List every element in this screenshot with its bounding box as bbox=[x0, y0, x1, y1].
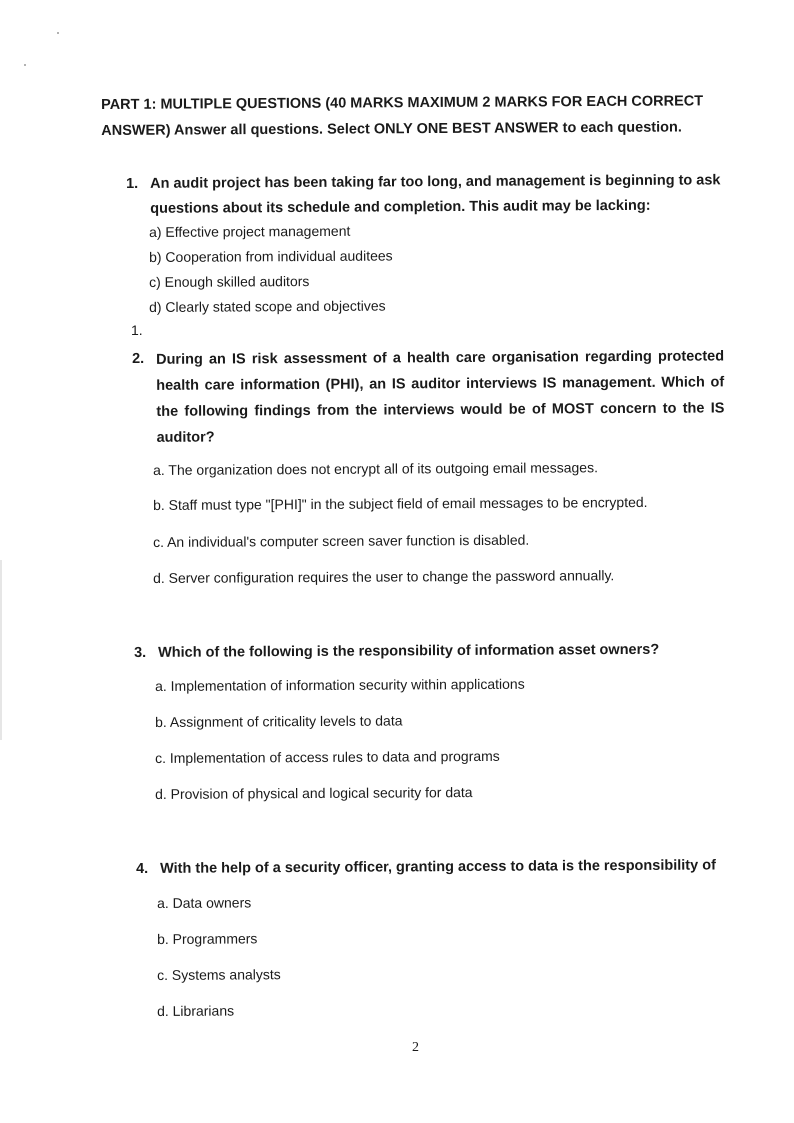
option-3b: b. Assignment of criticality levels to data bbox=[155, 712, 403, 730]
option-2b: b. Staff must type "[PHI]" in the subject field of email messages to be encrypted. bbox=[153, 493, 648, 513]
question-number: 3. bbox=[134, 644, 147, 661]
option-1d: d) Clearly stated scope and objectives bbox=[149, 297, 386, 315]
question-text: Which of the following is the responsibility of information asset owners? bbox=[158, 641, 660, 661]
option-3d: d. Provision of physical and logical security for data bbox=[155, 784, 473, 802]
question-text: With the help of a security officer, granting access to data is the responsibility of bbox=[160, 857, 716, 877]
option-2c: c. An individual's computer screen saver function is disabled. bbox=[153, 531, 530, 550]
option-4c: c. Systems analysts bbox=[157, 966, 281, 983]
option-3c: c. Implementation of access rules to data and programs bbox=[155, 747, 500, 766]
scan-speck bbox=[24, 64, 26, 66]
question-number: 2. bbox=[132, 350, 145, 367]
stray-list-number: 1. bbox=[131, 322, 143, 338]
option-4a: a. Data owners bbox=[157, 894, 252, 911]
question-text: During an IS risk assessment of a health care organisation regarding protected health care information (PHI), an IS auditor interviews IS management. Which of the following findings from the interviews would be of MOST concern to the IS auditor? bbox=[156, 348, 725, 446]
scan-speck bbox=[57, 32, 59, 34]
scan-edge-mark bbox=[0, 560, 2, 740]
option-3a: a. Implementation of information security within applications bbox=[155, 675, 525, 694]
question-4 bbox=[136, 853, 736, 882]
option-1c: c) Enough skilled auditors bbox=[149, 273, 310, 290]
option-2d: d. Server configuration requires the user to change the password annually. bbox=[153, 567, 615, 586]
question-2 bbox=[132, 343, 725, 451]
question-3 bbox=[134, 637, 724, 666]
part-heading: PART 1: MULTIPLE QUESTIONS (40 MARKS MAXIMUM 2 MARKS FOR EACH CORRECT ANSWER) Answer all questions. Select ONLY ONE BEST ANSWER to each question. bbox=[101, 93, 704, 139]
option-4b: b. Programmers bbox=[157, 930, 258, 947]
option-1a: a) Effective project management bbox=[149, 222, 351, 240]
question-number: 4. bbox=[136, 860, 149, 877]
option-4d: d. Librarians bbox=[157, 1002, 235, 1019]
question-number: 1. bbox=[126, 175, 139, 192]
question-1 bbox=[126, 168, 724, 222]
page-number: 2 bbox=[412, 1040, 419, 1055]
question-text: An audit project has been taking far too long, and management is beginning to ask questions about its schedule and completion. This audit may be lacking: bbox=[150, 172, 721, 217]
option-1b: b) Cooperation from individual auditees bbox=[149, 247, 393, 265]
option-2a: a. The organization does not encrypt all of its outgoing email messages. bbox=[153, 459, 598, 478]
